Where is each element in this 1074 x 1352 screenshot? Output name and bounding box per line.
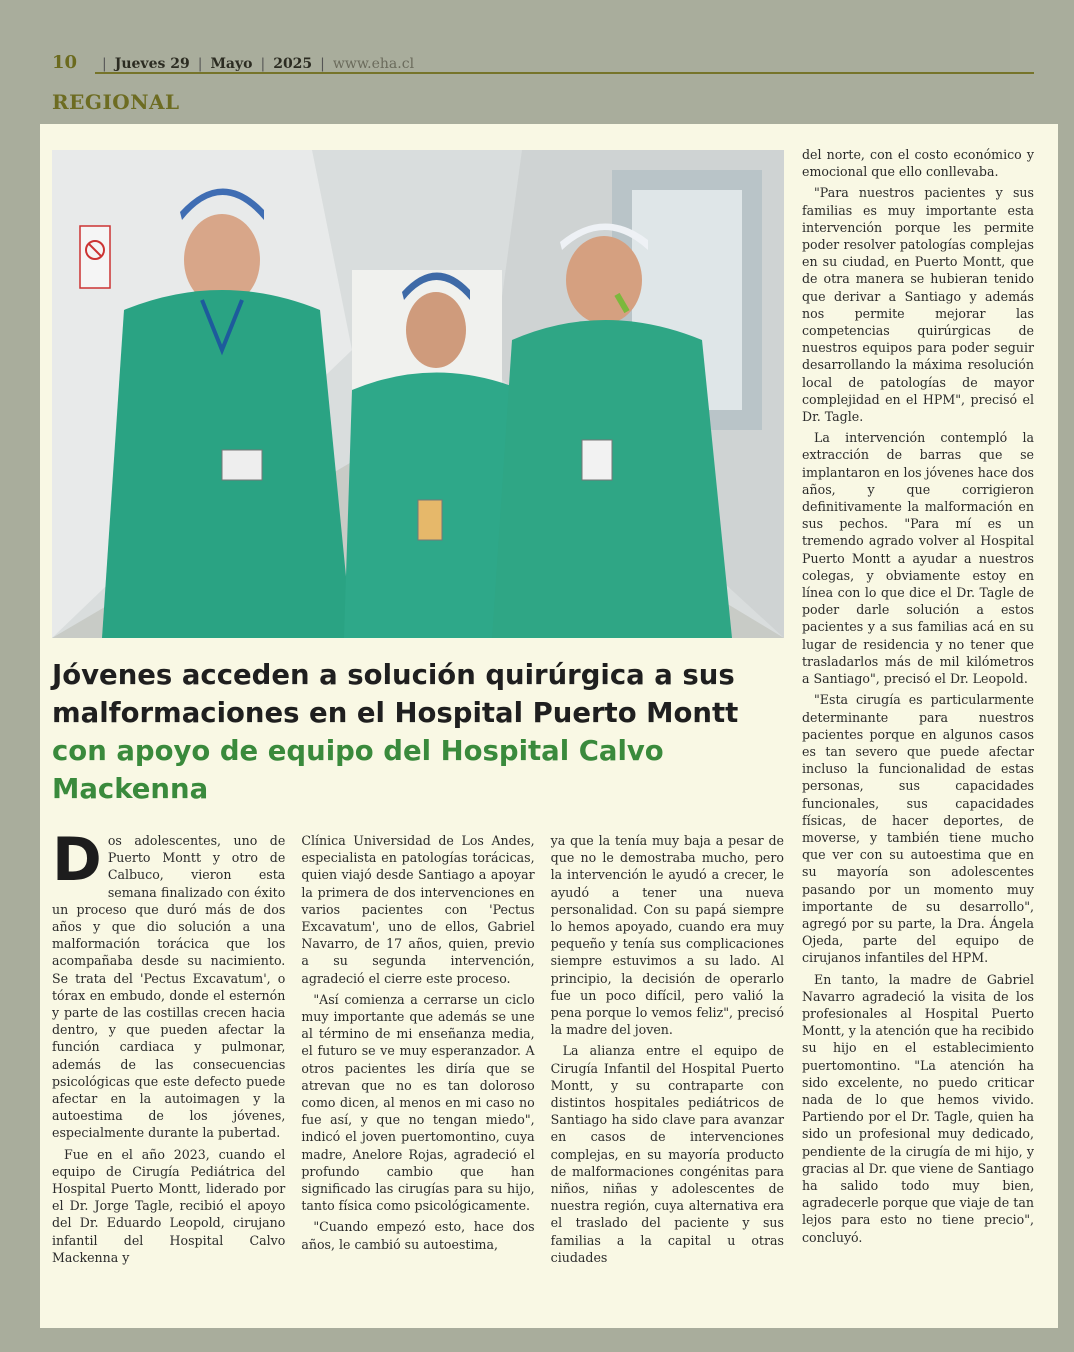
paragraph: "Para nuestros pacientes y sus familias es muy importante esta intervención porque les permite poder resolver patologías complejas en su ciudad, en Puerto Montt, que de otra manera se hubieran tenido que derivar a Santiago y además nos permite mejorar las competencias quirúrgicas de nuestros equipos para poder seguir desarrollando la máxima resolución local de patologías de mayor complejidad en el HPM", precisó el Dr. Tagle. (802, 185, 1034, 425)
section-label: REGIONAL (52, 90, 180, 114)
paragraph: En tanto, la madre de Gabriel Navarro agradeció la visita de los profesionales al Hospital Puerto Montt, y la atención que ha recibido su hijo en el establecimiento puertomontino. "La atención ha sido excelente, no puedo criticar nada de lo que hemos vivido. Partiendo por el Dr. Tagle, quien ha sido un profesional muy dedicado, pendiente de la cirugía de mi hijo, y gracias al Dr. que viene de Santiago ha salido todo muy bien, agradecerle porque que viaje de tan lejos para esto no tiene precio", concluyó. (802, 971, 1034, 1245)
paragraph: Clínica Universidad de Los Andes, especialista en patologías torácicas, quien viajó desde Santiago a apoyar la primera de dos intervenciones en varios pacientes con 'Pectus Excavatum', uno de ellos, Gabriel Navarro, de 17 años, quien, previo a su segunda intervención, agradeció el cierre este proceso. (301, 833, 535, 986)
headline-highlight: con apoyo de equipo del Hospital Calvo Mackenna (52, 735, 664, 805)
masthead-month: Mayo (210, 56, 253, 72)
paragraph: Fue en el año 2023, cuando el equipo de Cirugía Pediátrica del Hospital Puerto Montt, liderado por el Dr. Jorge Tagle, recibió el apoyo del Dr. Eduardo Leopold, cirujano infantil del Hospital Calvo Mackenna y (52, 1146, 286, 1265)
masthead-rule (95, 72, 1034, 74)
paragraph: "Cuando empezó esto, hace dos años, le cambió su autoestima, (301, 1219, 535, 1252)
paragraph: "Así comienza a cerrarse un ciclo muy importante que además se une al término de mi enseñanza media, el futuro se ve muy esperanzador. A otros pacientes les diría que se atrevan que no es tan doloroso como dicen, al menos en mi caso no fue así, y que no tengan miedo", indicó el joven puertomontino, cuya madre, Anelore Rojas, agradeció el profundo cambio que han significado las cirugías para su hijo, tanto física como psicológicamente. (301, 991, 535, 1214)
hospital-corridor-photo (52, 150, 784, 638)
masthead-year: 2025 (273, 56, 313, 72)
article-photo (52, 150, 784, 638)
masthead-website[interactable]: www.eha.cl (332, 56, 415, 72)
masthead: 10 | Jueves 29 | Mayo | 2025 | www.eha.cl (52, 52, 415, 73)
paragraph: del norte, con el costo económico y emocional que ello conllevaba. (802, 147, 1034, 180)
body-column-3 (551, 832, 784, 1312)
article-headline (52, 656, 784, 808)
body-column-1 (52, 825, 286, 1312)
drop-cap: D (52, 825, 102, 895)
paragraph: "Esta cirugía es particularmente determinante para nuestros pacientes porque en algunos casos es tan severo que puede afectar incluso la funcionalidad de estas personas, sus capacidades funcionales, sus capacidades físicas, de hacer deportes, de moverse, y también tiene mucho que ver con su autoestima que en su mayoría son adolescentes pasando por un momento muy importante de su desarrollo", agregó por su parte, la Dra. Ángela Ojeda, parte del equipo de cirujanos infantiles del HPM. (802, 692, 1034, 966)
paragraph: ya que la tenía muy baja a pesar de que no le demostraba mucho, pero la intervención le ayudó a crecer, le ayudó a tener una nueva personalidad. Con su papá siempre lo hemos apoyado, cuando era muy pequeño y tenía sus complicaciones siempre estuvimos a su lado. Al principio, la decisión de operarlo fue un poco difícil, pero valió la pena porque lo vemos feliz", precisó la madre del joven. (550, 833, 784, 1038)
paragraph: La alianza entre el equipo de Cirugía Infantil del Hospital Puerto Montt, y su contraparte con distintos hospitales pediátricos de Santiago ha sido clave para avanzar en casos de intervenciones complejas, en su mayoría producto de malformaciones congénitas para niños, niñas y adolescentes de nuestra región, cuya alternativa era el traslado del paciente y sus familias a la capital u otras ciudades (550, 1043, 784, 1265)
paragraph: La intervención contempló la extracción de barras que se implantaron en los jóvenes hace dos años, y que corrigieron definitivamente la malformación en sus pechos. "Para mí es un tremendo agrado volver al Hospital Puerto Montt a ayudar a nuestros colegas, y obviamente estoy en línea con lo que dice el Dr. Tagle de poder darle solución a estos pacientes y a sus familias acá en su lugar de residencia y no tener que trasladarlos más de mil kilómetros a Santiago", precisó el Dr. Leopold. (802, 430, 1034, 687)
article (40, 124, 1058, 1328)
paragraph: os adolescentes, uno de Puerto Montt y otro de Calbuco, vieron esta semana finalizado con éxito un proceso que duró más de dos años y que dio solución a una malformación torácica que los acompañaba desde su nacimiento. Se trata del 'Pectus Excavatum', o tórax en embudo, donde el esternón y parte de las costillas crecen hacia dentro, y que pueden afectar la función cardiaca y pulmonar, además de las consecuencias psicológicas que este defecto puede afectar en la autoimagen y la autoestima de los jóvenes, especialmente durante la pubertad. (52, 833, 286, 1141)
masthead-day: Jueves 29 (114, 56, 190, 72)
page-number: 10 (52, 52, 78, 73)
body-column-4 (802, 146, 1034, 1250)
article-body (52, 825, 784, 1312)
body-column-2 (301, 832, 534, 1312)
headline-main: Jóvenes acceden a solución quirúrgica a sus malformaciones en el Hospital Puerto Montt (52, 659, 739, 729)
